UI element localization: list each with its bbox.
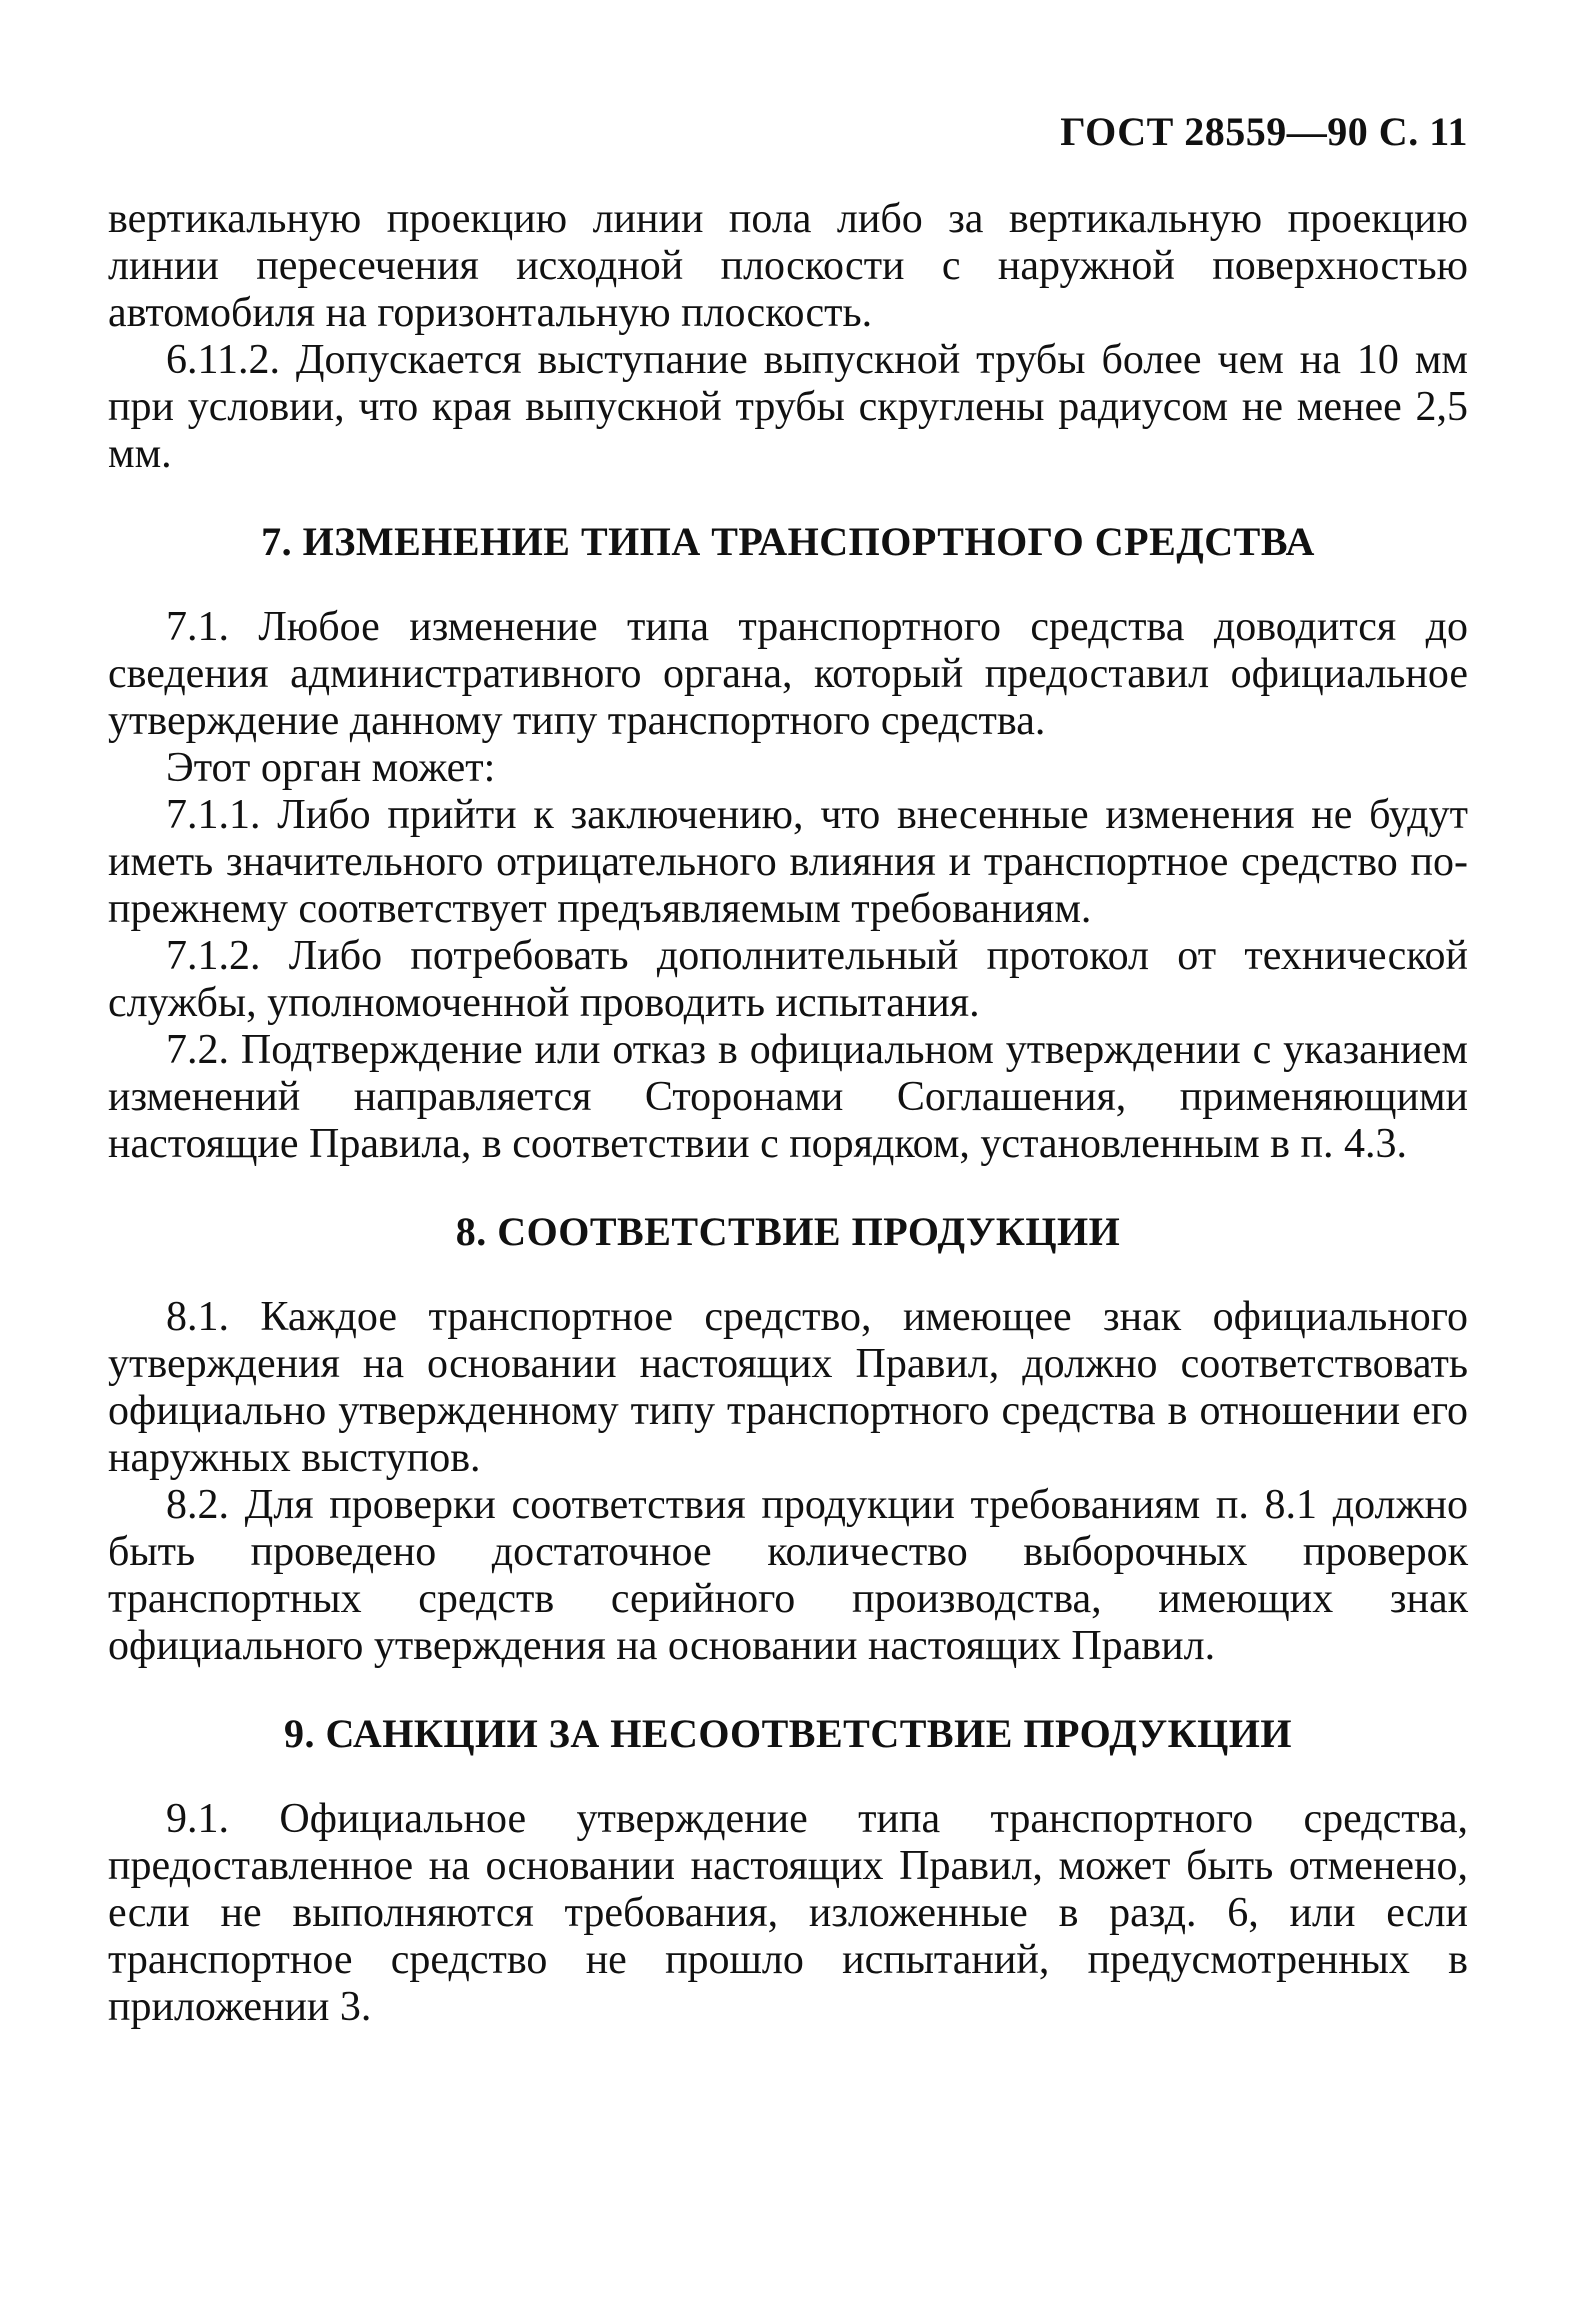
paragraph-7-1-2: 7.1.2. Либо потребовать дополнительный протокол от технической службы, уполномоченной проводить испытания. (108, 933, 1468, 1026)
paragraph-6-11-2: 6.11.2. Допускается выступание выпускной трубы более чем на 10 мм при условии, что края выпускной трубы скруглены радиусом не менее 2,5 мм. (108, 337, 1468, 477)
paragraph-9-1: 9.1. Официальное утверждение типа транспортного средства, предоставленное на основании настоящих Правил, может быть отменено, если не выполняются требования, изложенные в разд. 6, или если транспортное средство не прошло испытаний, предусмотренных в приложении 3. (108, 1796, 1468, 2030)
running-header: ГОСТ 28559—90 С. 11 (1060, 109, 1468, 154)
section-8-heading: 8. СООТВЕТСТВИЕ ПРОДУКЦИИ (455, 1209, 1121, 1254)
section-9-heading: 9. САНКЦИИ ЗА НЕСООТВЕТСТВИЕ ПРОДУКЦИИ (283, 1711, 1293, 1756)
paragraph-8-1: 8.1. Каждое транспортное средство, имеющее знак официального утверждения на основании настоящих Правил, должно соответствовать официально утвержденному типу транспортного средства в отношении его наружных выступов. (108, 1294, 1468, 1481)
paragraph-7-2: 7.2. Подтверждение или отказ в официальном утверждении с указанием изменений направляется Сторонами Соглашения, применяющими настоящие Правила, в соответствии с порядком, установленным в п. 4.3. (108, 1027, 1468, 1167)
paragraph-8-2: 8.2. Для проверки соответствия продукции требованиям п. 8.1 должно быть проведено достаточное количество выборочных проверок транспортных средств серийного производства, имеющих знак официального утверждения на основании настоящих Правил. (108, 1482, 1468, 1669)
document-page (108, 108, 1468, 2031)
section-7-heading: 7. ИЗМЕНЕНИЕ ТИПА ТРАНСПОРТНОГО СРЕДСТВА (261, 519, 1315, 564)
paragraph-7-1-1: 7.1.1. Либо прийти к заключению, что внесенные изменения не будут иметь значительного отрицательного влияния и транспортное средство по-прежнему соответствует предъявляемым требованиям. (108, 792, 1468, 932)
paragraph-7-1: 7.1. Любое изменение типа транспортного средства доводится до сведения административного органа, который предоставил официальное утверждение данному типу транспортного средства. (108, 604, 1468, 744)
paragraph-7-1-intro: Этот орган может: (166, 745, 496, 791)
paragraph-continuation: вертикальную проекцию линии пола либо за вертикальную проекцию линии пересечения исходной плоскости с наружной поверхностью автомобиля на горизонтальную плоскость. (108, 196, 1468, 336)
